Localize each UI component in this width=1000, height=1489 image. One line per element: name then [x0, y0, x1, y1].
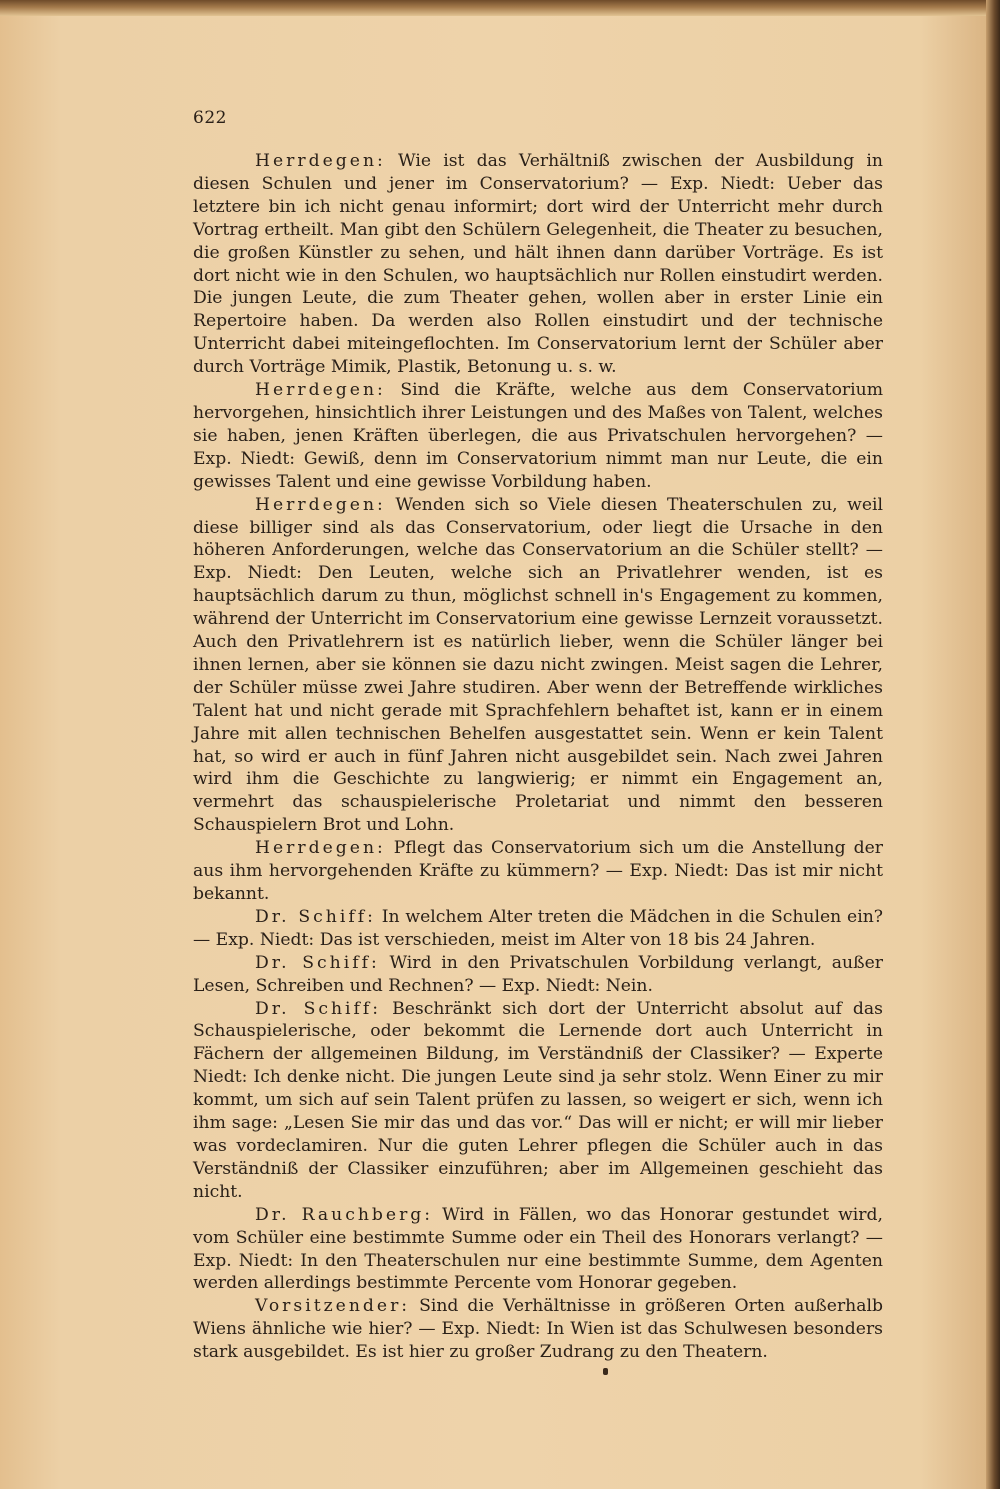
- paragraph: [193, 1204, 883, 1296]
- ink-spot: [603, 1368, 608, 1375]
- speaker-name: Vorsitzender:: [255, 1296, 411, 1317]
- speaker-name: Herrdegen:: [255, 494, 386, 515]
- speaker-name: Dr. Schiff:: [255, 952, 380, 973]
- paragraph: [193, 1295, 883, 1364]
- paragraph: [193, 150, 883, 379]
- body-text: [193, 150, 883, 1364]
- speaker-name: Herrdegen:: [255, 151, 386, 171]
- paragraph: [193, 906, 883, 952]
- paragraph-text: Wird in Fällen, wo das Honorar gestundet wird, vom Schüler eine bestimmte Summe oder ein Theil des Honorars verlangt? — Exp. Niedt: In den Theaterschulen nur eine bestimmte Summe, dem Agenten werden allerdings bestimmte Percente vom Honorar gegeben.: [193, 1204, 883, 1294]
- speaker-name: Herrdegen:: [255, 380, 386, 401]
- speaker-name: Dr. Schiff:: [255, 998, 382, 1019]
- page-number: 622: [193, 108, 227, 128]
- speaker-name: Dr. Rauchberg:: [255, 1204, 434, 1225]
- speaker-name: Herrdegen:: [255, 838, 386, 859]
- paragraph: [193, 379, 883, 494]
- paragraph-text: Sind die Verhältnisse in größeren Orten außerhalb Wiens ähnliche wie hier? — Exp. Niedt: In Wien ist das Schulwesen besonders stark ausgebildet. Es ist hier zu großer Zudrang zu den Theatern.: [193, 1296, 883, 1363]
- paragraph: [193, 837, 883, 906]
- paragraph-text: Wenden sich so Viele diesen Theaterschulen zu, weil diese billiger sind als das Conservatorium, oder liegt die Ursache in den höheren Anforderungen, welche das Conservatorium an die Schüler stellt? — Exp. Niedt: Den Leuten, welche sich an Privatlehrer wenden, ist es hauptsächlich darum zu thun, möglichst schnell in's Engagement zu kommen, während der Unterricht im Conservatorium eine gewisse Lernzeit voraussetzt. Auch den Privatlehrern ist es natürlich lieber, wenn die Schüler länger bei ihnen lernen, aber sie können sie dazu nicht zwingen. Meist sagen die Lehrer, der Schüler müsse zwei Jahre studiren. Aber wenn der Betreffende wirkliches Talent hat und nicht gerade mit Sprachfehlern behaftet ist, kann er in einem Jahre mit allen technischen Behelfen ausgestattet sein. Wenn er kein Talent hat, so wird er auch in fünf Jahren nicht ausgebildet sein. Nach zwei Jahren wird ihm die Geschichte zu langwierig; er nimmt ein Engagement an, vermehrt das schauspielerische Proletariat und nimmt den besseren Schauspielern Brot und Lohn.: [193, 494, 883, 836]
- paragraph-text: Pflegt das Conservatorium sich um die Anstellung der aus ihm hervorgehenden Kräfte zu kümmern? — Exp. Niedt: Das ist mir nicht bekannt.: [193, 838, 883, 904]
- page-top-edge: [0, 0, 1000, 16]
- paragraph-text: Beschränkt sich dort der Unterricht absolut auf das Schauspielerische, oder bekommt die Lernende dort auch Unterricht in Fächern der allgemeinen Bildung, im Verständniß der Classiker? — Experte Niedt: Ich denke nicht. Die jungen Leute sind ja sehr stolz. Wenn Einer zu mir kommt, um sich auf sein Talent prüfen zu lassen, so weigert er sich, wenn ich ihm sage: „Lesen Sie mir das und das vor.“ Das will er nicht; er will mir lieber was vordeclamiren. Nur die guten Lehrer pflegen die Schüler auch in das Verständniß der Classiker einzuführen; aber im Allgemeinen geschieht das nicht.: [193, 998, 883, 1202]
- speaker-name: Dr. Schiff:: [255, 906, 376, 927]
- book-spine-edge: [986, 0, 1000, 1489]
- paragraph: [193, 494, 883, 838]
- paragraph: [193, 998, 883, 1204]
- paragraph-text: Sind die Kräfte, welche aus dem Conservatorium hervorgehen, hinsichtlich ihrer Leistungen und des Maßes von Talent, welches sie haben, jenen Kräften überlegen, die aus Privatschulen hervorgehen? — Exp. Niedt: Gewiß, denn im Conservatorium nimmt man nur Leute, die ein gewisses Talent und eine gewisse Vorbildung haben.: [193, 380, 883, 492]
- paragraph-text: In welchem Alter treten die Mädchen in die Schulen ein? — Exp. Niedt: Das ist verschieden, meist im Alter von 18 bis 24 Jahren.: [193, 906, 884, 950]
- paragraph-text: Wie ist das Verhältniß zwischen der Ausbildung in diesen Schulen und jener im Conservatorium? — Exp. Niedt: Ueber das letztere bin ich nicht genau informirt; dort wird der Unterricht mehr durch Vortrag ertheilt. Man gibt den Schülern Gelegenheit, die Theater zu besuchen, die großen Künstler zu sehen, und hält ihnen dann darüber Vorträge. Es ist dort nicht wie in den Schulen, wo hauptsächlich nur Rollen einstudirt werden. Die jungen Leute, die zum Theater gehen, wollen aber in erster Linie ein Repertoire haben. Da werden also Rollen einstudirt und der technische Unterricht dabei miteingeflochten. Im Conservatorium lernt der Schüler aber durch Vorträge Mimik, Plastik, Betonung u. s. w.: [193, 151, 883, 378]
- paragraph: [193, 952, 883, 998]
- paragraph-text: Wird in den Privatschulen Vorbildung verlangt, außer Lesen, Schreiben und Rechnen? — Exp. Niedt: Nein.: [193, 952, 883, 996]
